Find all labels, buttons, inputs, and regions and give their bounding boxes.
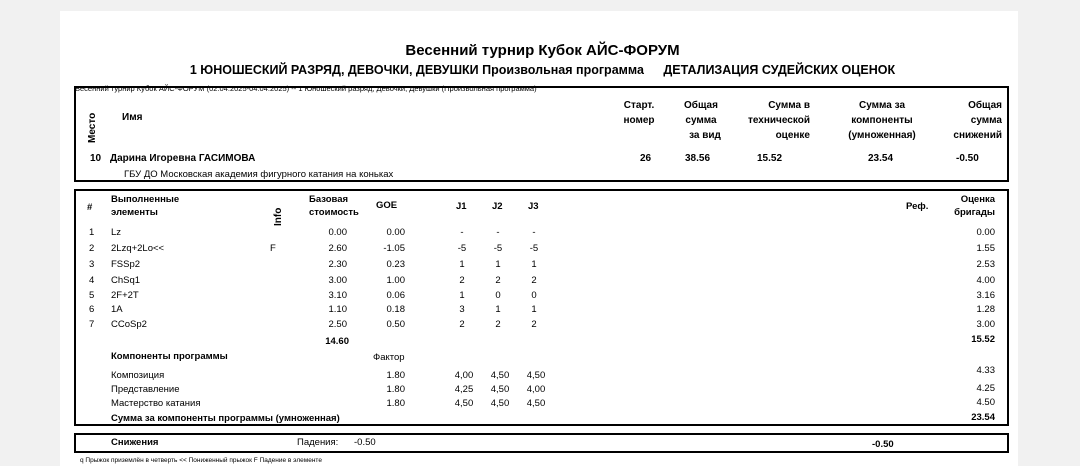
j2-column-header: J2: [492, 201, 503, 212]
deductions-label: Снижения: [111, 437, 159, 448]
skater-club: ГБУ ДО Московская академия фигурного катания на коньках: [124, 169, 394, 180]
info-column-header: Info: [273, 207, 284, 226]
num-column-header: #: [87, 202, 93, 213]
event-line: Весенний турнир Кубок АЙС-ФОРУМ (02.04.2025-04.04.2025) -- 1 Юношеский разряд, Девочки, Девушки (Произвольная программа): [75, 84, 537, 93]
panel-score-column-header: Оценка бригады: [954, 194, 995, 218]
j3-column-header: J3: [528, 201, 539, 212]
base-value-column-header: Базовая стоимость: [309, 194, 359, 218]
name-column-header: Имя: [122, 112, 143, 123]
subtitle-category: 1 ЮНОШЕСКИЙ РАЗРЯД, ДЕВОЧКИ, ДЕВУШКИ Произвольная программа: [189, 63, 644, 77]
deductions-box: [74, 433, 1009, 453]
start-number-header: Старт. номер: [623, 100, 655, 126]
falls-label: Падения:: [297, 437, 339, 448]
factor-column-header: Фактор: [373, 352, 405, 363]
skater-deductions: -0.50: [956, 153, 979, 164]
deductions-header: Общая сумма снижений: [953, 100, 1002, 141]
page-subtitle: [60, 63, 1025, 77]
pcs-header: Сумма за компоненты (умноженная): [848, 100, 916, 141]
elements-column-header: Выполненные элементы: [111, 194, 180, 218]
footnote: q Прыжок приземлён в четверть << Пониженный прыжок F Падение в элементе: [80, 457, 322, 464]
subtitle-report-type: ДЕТАЛИЗАЦИЯ СУДЕЙСКИХ ОЦЕНОК: [663, 63, 896, 77]
deductions-total: -0.50: [872, 439, 894, 450]
pcs-total-label: Сумма за компоненты программы (умноженная): [111, 413, 340, 424]
skater-start-number: 26: [640, 153, 652, 164]
j1-column-header: J1: [456, 201, 467, 212]
total-score-header: Общая сумма за вид: [684, 100, 721, 141]
skater-name: Дарина Игоревна ГАСИМОВА: [110, 153, 256, 164]
base-value-total: 14.60: [325, 336, 349, 347]
tes-total: 15.52: [971, 334, 995, 345]
components-heading: Компоненты программы: [111, 351, 228, 362]
skater-tes: 15.52: [757, 153, 783, 164]
falls-value: -0.50: [354, 437, 376, 448]
skater-place: 10: [90, 153, 102, 164]
skater-total-score: 38.56: [685, 153, 711, 164]
tes-header: Сумма в технической оценке: [747, 100, 810, 141]
place-column-header: Место: [87, 112, 98, 143]
skater-pcs: 23.54: [868, 153, 894, 164]
pcs-total: 23.54: [971, 412, 995, 423]
page-title: Весенний турнир Кубок АЙС-ФОРУМ: [405, 42, 680, 59]
goe-column-header: GOE: [376, 200, 398, 211]
referee-column-header: Реф.: [906, 201, 929, 212]
protocol-sheet: Весенний турнир Кубок АЙС-ФОРУМ 1 ЮНОШЕСКИЙ РАЗРЯД, ДЕВОЧКИ, ДЕВУШКИ Произвольная программа ДЕТАЛИЗАЦИЯ СУДЕЙСКИХ ОЦЕНОК Весенний турнир Кубок АЙС-ФОРУМ (02.04.2025-04.04.2025) -- 1 Юношеский разряд, Девочки, Девушки (Произвольная программа) Место Имя Старт. номер Общая сумма за вид Сумма в технической оценке Сумма за компоненты (умноженная) Общая сумма снижений 10 Дарина Игоревна ГАСИМОВА ГБУ ДО Московская академия фигурного катания на коньках 26 38.56 15.52 23.54 -0.50 # Выполненные элементы Info Базовая стоимость GOE J1 J2 J3 Реф. Оценка бригады 1 Lz 0.00 0.00 - - - 0.00 2 2Lzq+2Lo<< F 2.60 -1.05 -5 -5 -5 1.55 3 FSSp2 2.30 0.23 1 1 1 2.53 4 ChSq1 3.00 1.00 2 2 2 4.00 5 2F+2T 3.10 0.06 1 0 0 3.16 6 1A 1.10 0.18 3 1 1 1.28 7 CCoSp2 2.50 0.50 2 2 2 3.00 14.60 15.52 Компоненты программы Фактор Композиция 1.80 4,00 4,50 4,50 4.33 Представление 1.80 4,25 4,50 4,00 4.25 Мастерство катания 1.80 4,50 4,50 4,50 4.50 Сумма за компоненты программы (умноженная) 23.54 Снижения Падения: -0.50 -0.50 q Прыжок приземлён в четверть << Пониженный прыжок F Падение в элементе: [60, 11, 1018, 466]
